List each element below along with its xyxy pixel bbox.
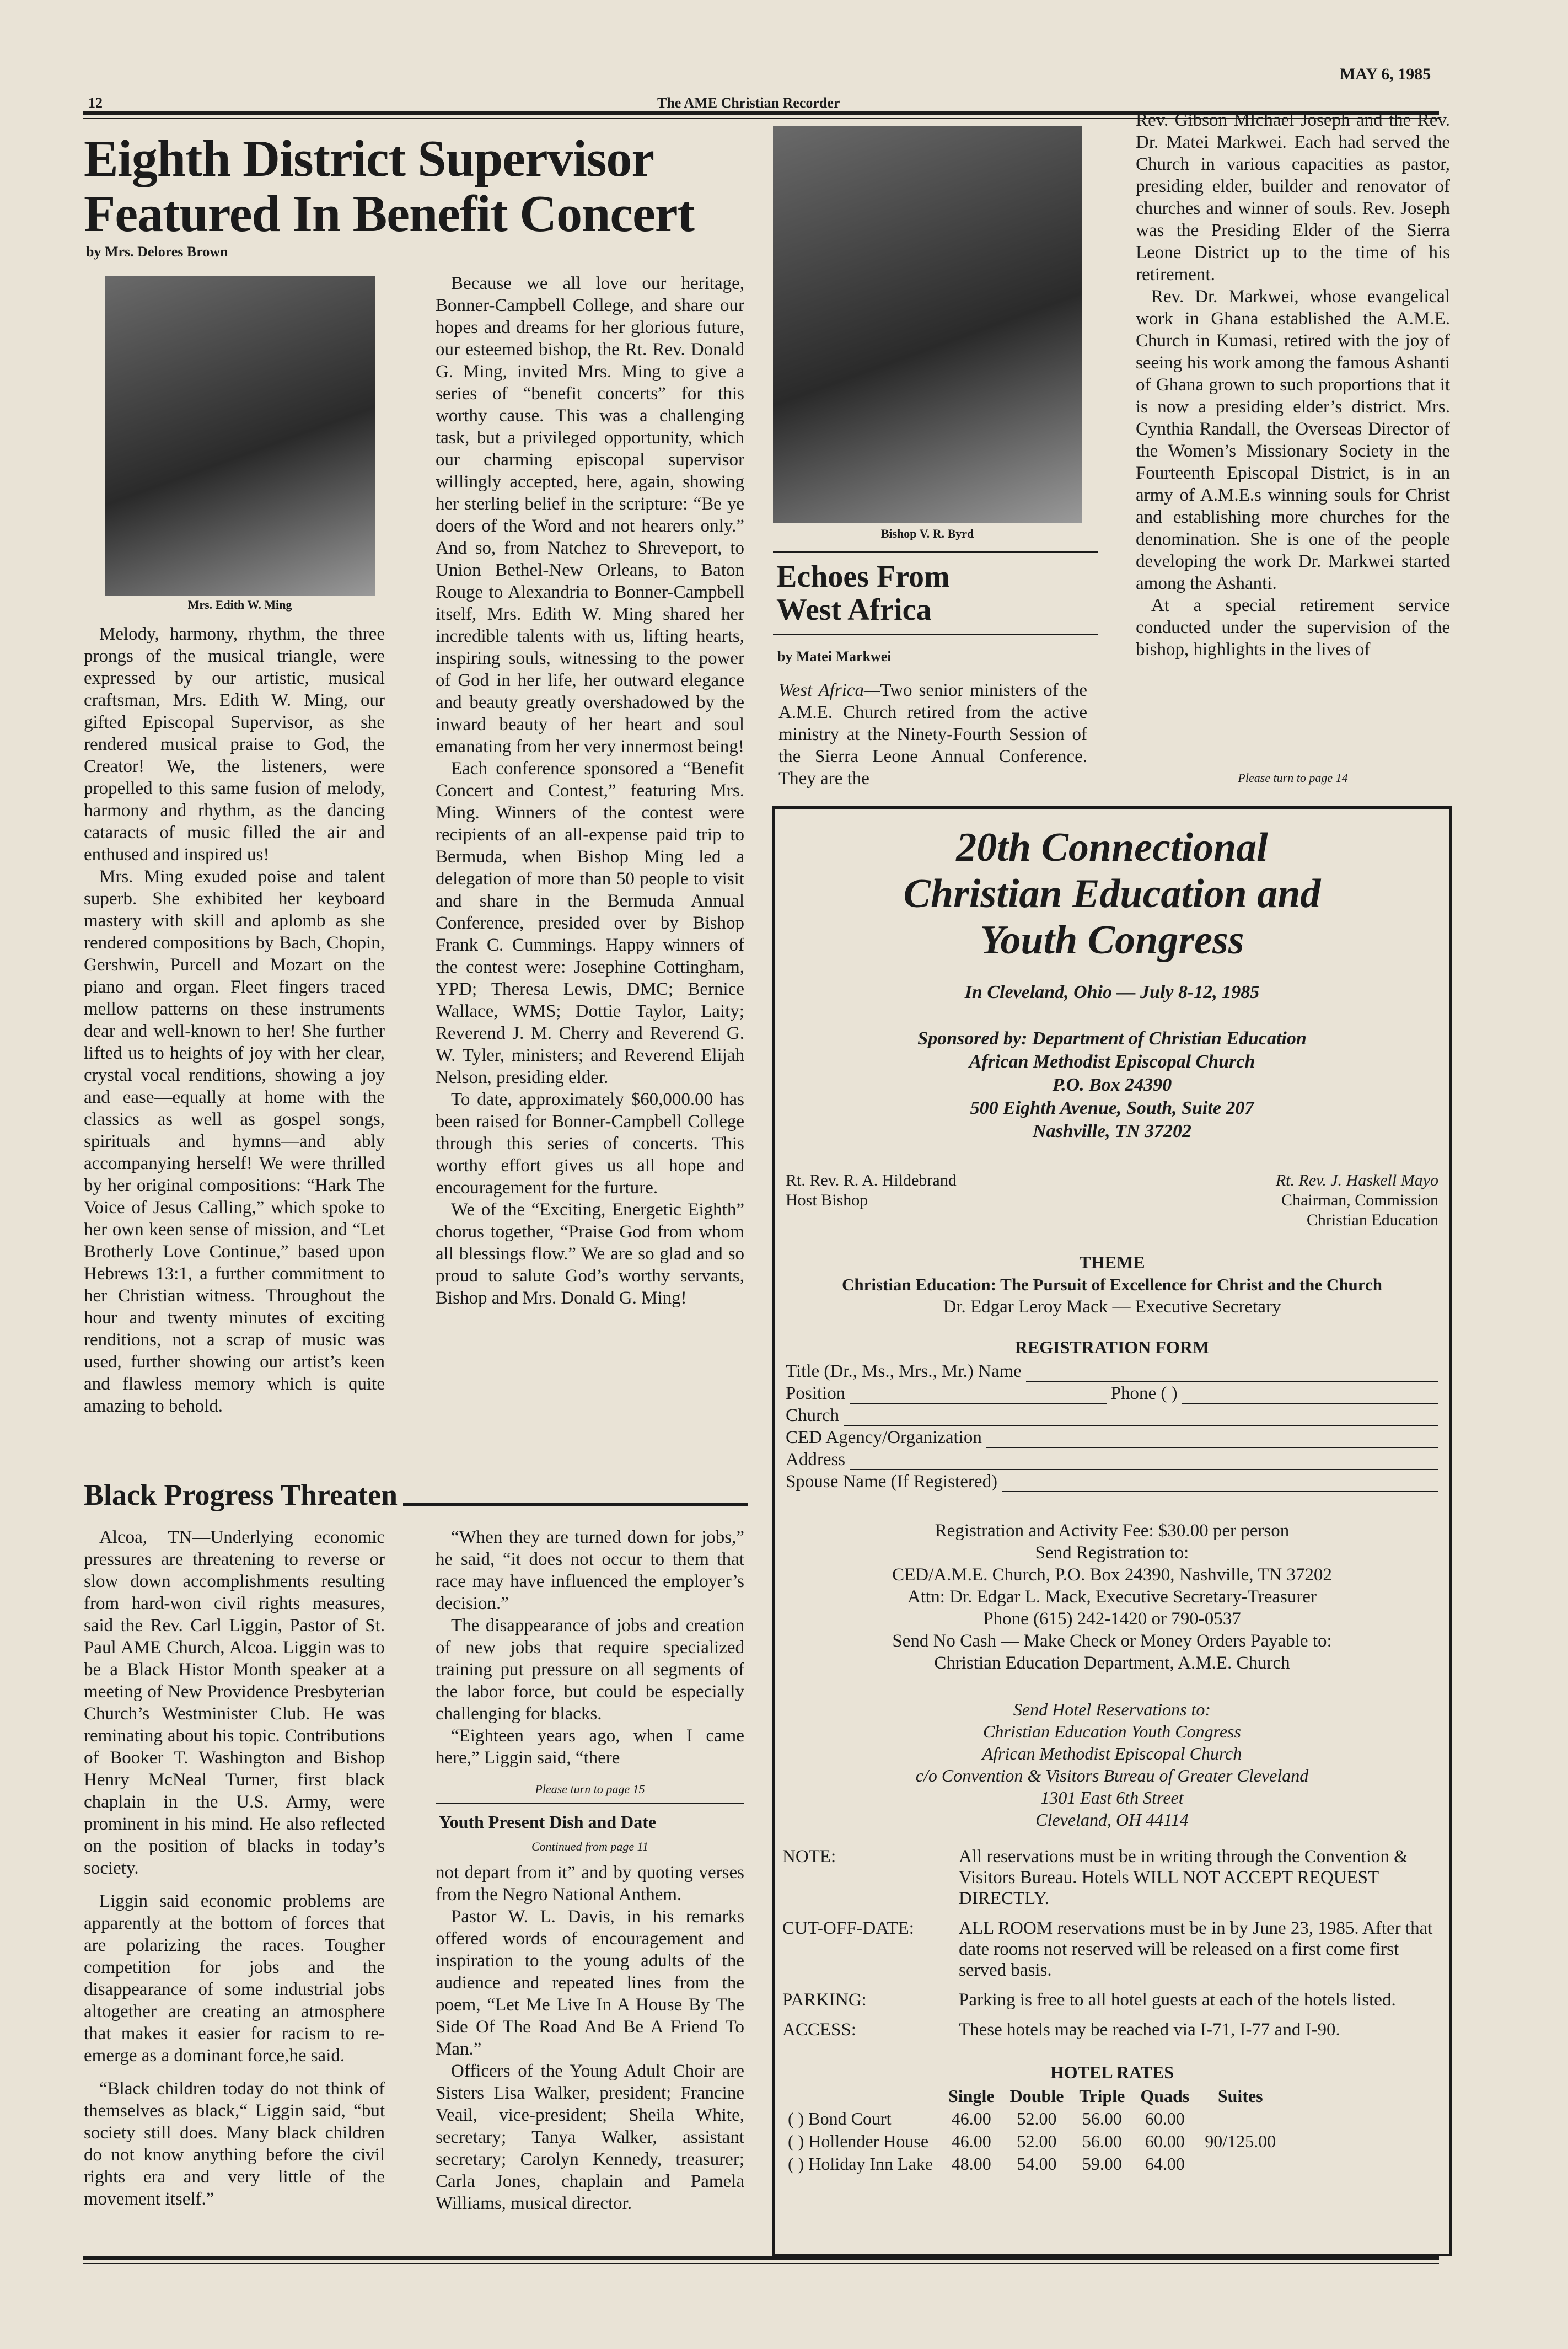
congress-title-line1: 20th Connectional bbox=[956, 825, 1268, 870]
black-progress-para: “When they are turned down for jobs,” he said, “it does not occur to them that race may have influenced the employer’s decision.” bbox=[436, 1527, 744, 1613]
black-progress-col1 bbox=[84, 1526, 385, 2210]
edith-ming-caption: Mrs. Edith W. Ming bbox=[187, 598, 292, 612]
rates-cell: 59.00 bbox=[1082, 2154, 1122, 2174]
sponsor-line: Nashville, TN 37202 bbox=[1032, 1121, 1192, 1141]
rates-cell bbox=[1197, 2153, 1284, 2175]
echoes-col1-text: Two senior ministers of the A.M.E. Church retired from the active ministry at the Ninety-Fourth Session of the Sierra Leone Annual Conference. They are the bbox=[778, 680, 1087, 789]
publication-name: The AME Christian Recorder bbox=[657, 95, 840, 111]
concert-col1-para: Melody, harmony, rhythm, the three prongs of the musical triangle, were expressed by our artistic, musical craftsman, Mrs. Edith W. Ming, our gifted Episcopal Supervisor, as she rendered musical praise to God, the Creator! We, the listeners, were propelled to this same fusion of melody, harmony and rhythm, as the dancing cataracts of music filled the air and enthused and inspired us! bbox=[84, 624, 385, 865]
registration-form-title: REGISTRATION FORM bbox=[1014, 1337, 1210, 1357]
echoes-col2 bbox=[1136, 109, 1450, 661]
rates-cell: 64.00 bbox=[1145, 2154, 1185, 2174]
note-row bbox=[782, 1846, 1438, 1909]
rates-header: Double bbox=[1009, 2086, 1064, 2106]
echoes-rule-bottom bbox=[773, 634, 1098, 635]
bishop-byrd-caption: Bishop V. R. Byrd bbox=[880, 527, 974, 540]
note-row bbox=[782, 1918, 1438, 1981]
footer-rule bbox=[83, 2256, 1439, 2260]
rates-header-row bbox=[780, 2085, 1284, 2107]
right-sig-title1: Chairman, Commission bbox=[1281, 1191, 1438, 1209]
form-label-position: Position bbox=[786, 1383, 846, 1403]
rates-cell: 60.00 bbox=[1145, 2131, 1185, 2151]
black-progress-para: Liggin said economic problems are apparently at the bottom of forces that are polarizing the races. Tougher competition for jobs and the disappearance of some industrial jobs altogether are creating an atmosphere that makes it easier for racism to re-emerge as a dominant force,he said. bbox=[84, 1891, 385, 2066]
form-label-church: Church bbox=[786, 1406, 840, 1425]
echoes-headline-line1: Echoes From bbox=[776, 560, 950, 594]
youth-para: Officers of the Young Adult Choir are Sisters Lisa Walker, president; Francine Veail, vice-president; Sheila White, secretary; Tanya Walker, assistant secretary; Carolyn Kennedy, treasurer; Carla Jones, chaplain and Pamela Williams, musical director. bbox=[436, 2061, 744, 2213]
theme-label: THEME bbox=[1079, 1252, 1145, 1272]
rates-hotel-name[interactable]: ( ) Hollender House bbox=[788, 2131, 929, 2151]
fee-line: Registration and Activity Fee: $30.00 per person bbox=[935, 1521, 1290, 1541]
sponsor-line: 500 Eighth Avenue, South, Suite 207 bbox=[970, 1098, 1254, 1118]
right-signature bbox=[1276, 1171, 1438, 1230]
black-progress-turn-note: Please turn to page 15 bbox=[535, 1782, 645, 1796]
rates-cell: 52.00 bbox=[1017, 2109, 1057, 2128]
rates-cell: 60.00 bbox=[1145, 2109, 1185, 2128]
rates-cell: 54.00 bbox=[1017, 2154, 1057, 2174]
concert-col2-para: We of the “Exciting, Energetic Eighth” chorus together, “Praise God from whom all blessings flow.” We are so glad and so proud to salute God’s worthy servants, Bishop and Mrs. Donald G. Ming! bbox=[436, 1200, 744, 1308]
concert-headline bbox=[84, 131, 767, 242]
concert-col2-para: To date, approximately $60,000.00 has been raised for Bonner-Campbell College through this series of concerts. This worthy effort gives us all hope and encouragement for the furture. bbox=[436, 1090, 744, 1198]
fee-line: Send Registration to: bbox=[1035, 1543, 1189, 1563]
left-sig-name: Rt. Rev. R. A. Hildebrand bbox=[786, 1171, 957, 1189]
bishop-byrd-photo bbox=[773, 126, 1082, 523]
hotel-notes bbox=[782, 1846, 1438, 2040]
concert-headline-line2: Featured In Benefit Concert bbox=[84, 185, 694, 243]
form-input-spouse[interactable] bbox=[1002, 1476, 1438, 1492]
form-label-spouse: Spouse Name (If Registered) bbox=[786, 1472, 997, 1492]
youth-rule bbox=[436, 1803, 744, 1804]
rates-header: Suites bbox=[1217, 2086, 1263, 2106]
form-input-church[interactable] bbox=[844, 1409, 1438, 1426]
congress-signatures bbox=[786, 1171, 1438, 1230]
congress-title bbox=[775, 824, 1449, 963]
rates-cell: 56.00 bbox=[1082, 2109, 1122, 2128]
black-progress-rule bbox=[403, 1503, 748, 1506]
registration-form bbox=[786, 1360, 1438, 1492]
hotel-reservation-info bbox=[775, 1698, 1449, 1831]
black-progress-para: Alcoa, TN—Underlying economic pressures are threatening to reverse or slow down accomplishments resulting from hard-won civil rights measures, said the Rev. Carl Liggin, Pastor of St. Paul AME Church, Alcoa. Liggin was to be a Black Histor Month speaker at a meeting of New Providence Presbyterian Church’s Westminister Club. He was reminating about his topic. Contributions of Booker T. Washington and Bishop Henry McNeal Turner, first black chaplain in the U.S. Army, were prominent in his mind. He also reflected on the position of blacks in today’s society. bbox=[84, 1527, 385, 1878]
rates-row bbox=[780, 2153, 1284, 2175]
black-progress-para: “Black children today do not think of themselves as black,“ Liggin said, “but society still does. Many black children do not know anything before the civil rights era and very little of the movement itself.” bbox=[84, 2079, 385, 2209]
edith-ming-photo bbox=[105, 276, 375, 596]
youth-headline: Youth Present Dish and Date bbox=[439, 1812, 657, 1832]
hotel-rates-title: HOTEL RATES bbox=[1050, 2062, 1174, 2082]
congress-title-line2: Christian Education and bbox=[903, 871, 1321, 916]
concert-byline: by Mrs. Delores Brown bbox=[86, 244, 228, 260]
congress-ad-box bbox=[772, 806, 1452, 2256]
note-row bbox=[782, 1989, 1438, 2010]
note-row bbox=[782, 2019, 1438, 2040]
youth-para: Pastor W. L. Davis, in his remarks offered words of encouragement and inspiration to the young adults of the audience and repeated lines from the poem, “Let Me Live In A House By The Side Of The Road And Be A Friend To Man.” bbox=[436, 1907, 744, 2059]
form-label-ced: CED Agency/Organization bbox=[786, 1428, 982, 1447]
hotel-line: 1301 East 6th Street bbox=[1040, 1788, 1184, 1808]
rates-cell: 48.00 bbox=[951, 2154, 991, 2174]
note-text: All reservations must be in writing through the Convention & Visitors Bureau. Hotels WILL NOT ACCEPT REQUEST DIRECTLY. bbox=[959, 1847, 1408, 1908]
congress-title-line3: Youth Congress bbox=[980, 918, 1244, 963]
echoes-headline bbox=[776, 560, 1102, 626]
note-text: Parking is free to all hotel guests at each of the hotels listed. bbox=[959, 1990, 1396, 2010]
echoes-col1 bbox=[778, 679, 1087, 790]
form-row-church bbox=[786, 1404, 1438, 1426]
concert-col1 bbox=[84, 623, 385, 1417]
form-label-phone: Phone ( ) bbox=[1110, 1383, 1178, 1403]
form-input-phone[interactable] bbox=[1182, 1387, 1438, 1404]
rates-cell: 46.00 bbox=[951, 2109, 991, 2128]
rates-header: Single bbox=[948, 2086, 995, 2106]
black-progress-header bbox=[84, 1478, 748, 1512]
rates-hotel-name[interactable]: ( ) Holiday Inn Lake bbox=[788, 2154, 933, 2174]
concert-col2-para: Each conference sponsored a “Benefit Concert and Contest,” featuring Mrs. Ming. Winners of the contest were recipients of an all-expense paid trip to Bermuda, when Bishop Ming led a delegation of more than 50 people to visit and share in the Bermuda Annual Conference, presided over by Bishop Frank C. Cummings. Happy winners of the contest were: Josephine Cottingham, YPD; Theresa Lewis, DMC; Bernice Wallace, WMS; Dottie Taylor, Laity; Reverend J. M. Cherry and Reverend G. W. Tyler, ministers; and Reverend Elijah Nelson, presiding elder. bbox=[436, 759, 744, 1087]
sponsor-line: African Methodist Episcopal Church bbox=[969, 1052, 1255, 1072]
youth-continued-note: Continued from page 11 bbox=[531, 1839, 649, 1853]
form-row-spouse bbox=[786, 1470, 1438, 1492]
fee-line: Christian Education Department, A.M.E. Church bbox=[934, 1653, 1290, 1673]
rates-cell: 46.00 bbox=[951, 2131, 991, 2151]
theme-person: Dr. Edgar Leroy Mack — Executive Secretary bbox=[943, 1297, 1281, 1317]
right-sig-title2: Christian Education bbox=[1306, 1211, 1438, 1229]
rates-row bbox=[780, 2107, 1284, 2130]
echoes-col2-para: Rev. Dr. Markwei, whose evangelical work in Ghana established the A.M.E. Church in Kumasi, retired with the joy of seeing his work among the famous Ashanti of Ghana grown to such proportions that it is now a presiding elder’s district. Mrs. Cynthia Randall, the Overseas Director of the Women’s Missionary Society in the Fourteenth Episcopal District, is in an army of A.M.E.s winning souls for Christ and establishing more churches for the denomination. She is one of the people developing the work Dr. Markwei started among the Ashanti. bbox=[1136, 287, 1450, 593]
congress-sponsor bbox=[775, 1027, 1449, 1143]
fee-line: Phone (615) 242-1420 or 790-0537 bbox=[983, 1609, 1241, 1629]
form-row-address bbox=[786, 1448, 1438, 1470]
form-input-position[interactable] bbox=[850, 1387, 1106, 1404]
echoes-col2-para: At a special retirement service conducted under the supervision of the bishop, highlights in the lives of bbox=[1136, 596, 1450, 659]
left-sig-title: Host Bishop bbox=[786, 1191, 868, 1209]
concert-col1-para: Mrs. Ming exuded poise and talent superb. She exhibited her keyboard mastery with skill and aplomb as she rendered compositions by Bach, Chopin, Gershwin, Purcell and Mozart on the piano and organ. Fleet fingers traced mellow patterns on these instruments dear and well-known to her! She further lifted us to heights of joy with her clear, crystal vocal renditions, showing a joy and ease—equally at home with the classics as well as gospel songs, spirituals and hymns—and ably accompanying herself! We were thrilled by her original compositions: “Hark The Voice of Jesus Calling,” which spoke to her own keen sense of mission, and “Let Brotherly Love Continue,” based upon Hebrews 13:1, a further commitment to her Christian witness. Throughout the hour and twenty minutes of exciting renditions, not a scrap of music was used, further showing our artist’s keen and flawless memory which is quite amazing to behold. bbox=[84, 867, 385, 1416]
concert-col2 bbox=[436, 272, 744, 1309]
rates-cell: 90/125.00 bbox=[1205, 2131, 1276, 2151]
congress-location: In Cleveland, Ohio — July 8-12, 1985 bbox=[964, 982, 1260, 1002]
issue-date: MAY 6, 1985 bbox=[1340, 65, 1431, 83]
form-label-address: Address bbox=[786, 1450, 846, 1470]
fee-line: Attn: Dr. Edgar L. Mack, Executive Secretary-Treasurer bbox=[907, 1587, 1317, 1607]
left-signature bbox=[786, 1171, 957, 1230]
concert-headline-line1: Eighth District Supervisor bbox=[84, 130, 654, 187]
youth-body bbox=[436, 1862, 744, 2214]
note-key: NOTE: bbox=[782, 1847, 836, 1867]
form-input-name[interactable] bbox=[1026, 1365, 1438, 1382]
fee-line: CED/A.M.E. Church, P.O. Box 24390, Nashville, TN 37202 bbox=[892, 1565, 1332, 1585]
rates-header bbox=[780, 2085, 941, 2107]
black-progress-para: The disappearance of jobs and creation of new jobs that require specialized training put pressure on all segments of the labor force, but could be especially challenging for blacks. bbox=[436, 1616, 744, 1724]
rates-header: Triple bbox=[1079, 2086, 1125, 2106]
hotel-rates-table bbox=[780, 2085, 1284, 2175]
page-number: 12 bbox=[88, 95, 103, 111]
note-key: ACCESS: bbox=[782, 2020, 856, 2040]
right-sig-name: Rt. Rev. J. Haskell Mayo bbox=[1275, 1171, 1438, 1189]
echoes-turn-note: Please turn to page 14 bbox=[1238, 771, 1348, 785]
form-input-address[interactable] bbox=[850, 1454, 1438, 1470]
youth-para: not depart from it” and by quoting verses from the Negro National Anthem. bbox=[436, 1863, 744, 1905]
echoes-rule-top bbox=[773, 551, 1098, 553]
echoes-col2-para: Rev. Gibson MIchael Joseph and the Rev. Dr. Matei Markwei. Each had served the Church in various capacities as pastor, presiding elder, builder and renovator of churches and winner of souls. Rev. Joseph was the Presiding Elder of the Sierra Leone District up to the time of his retirement. bbox=[1136, 110, 1450, 285]
rates-header: Quads bbox=[1140, 2086, 1190, 2106]
concert-col2-para: Because we all love our heritage, Bonner-Campbell College, and share our hopes and dreams for her glorious future, our esteemed bishop, the Rt. Rev. Donald G. Ming, invited Mrs. Ming to give a series of “benefit concerts” for this worthy cause. This was a challenging task, but a privileged opportunity, which our charming episcopal supervisor willingly accepted, here, again, showing her sterling belief in the scripture: “Be ye doers of the Word and not hearers only.” And so, from Natchez to Shreveport, to Union Bethel-New Orleans, to Baton Rouge to Alexandria to Bonner-Campbell itself, Mrs. Edith W. Ming shared her incredible talents with us, lifting hearts, inspiring souls, witnessing to the power of God in her life, her outward elegance and beauty greatly overshadowed by the inward beauty of her heart and soul emanating from her very innermost being! bbox=[436, 273, 744, 757]
rates-cell: 52.00 bbox=[1017, 2131, 1057, 2151]
black-progress-headline: Black Progress Threaten bbox=[84, 1478, 398, 1511]
form-label-name: Title (Dr., Ms., Mrs., Mr.) Name bbox=[786, 1361, 1022, 1381]
rates-cell bbox=[1197, 2107, 1284, 2130]
theme-text: Christian Education: The Pursuit of Excellence for Christ and the Church bbox=[842, 1275, 1382, 1294]
rates-hotel-name[interactable]: ( ) Bond Court bbox=[788, 2109, 892, 2128]
black-progress-para: “Eighteen years ago, when I came here,” Liggin said, “there bbox=[436, 1726, 744, 1768]
note-key: PARKING: bbox=[782, 1990, 867, 2010]
hotel-line: Send Hotel Reservations to: bbox=[1013, 1699, 1211, 1719]
registration-fee-info bbox=[775, 1520, 1449, 1674]
form-row-ced bbox=[786, 1426, 1438, 1448]
form-row-position bbox=[786, 1382, 1438, 1404]
hotel-line: African Methodist Episcopal Church bbox=[982, 1744, 1242, 1763]
fee-line: Send No Cash — Make Check or Money Orders Payable to: bbox=[892, 1631, 1332, 1651]
rates-row bbox=[780, 2130, 1284, 2153]
note-text: These hotels may be reached via I-71, I-77 and I-90. bbox=[959, 2020, 1340, 2040]
echoes-headline-line2: West Africa bbox=[776, 593, 932, 627]
note-key: CUT-OFF-DATE: bbox=[782, 1918, 914, 1938]
note-text: ALL ROOM reservations must be in by June 23, 1985. After that date rooms not reserved will be released on a first come first served basis. bbox=[959, 1918, 1433, 1980]
echoes-byline: by Matei Markwei bbox=[777, 648, 892, 664]
hotel-line: Cleveland, OH 44114 bbox=[1035, 1810, 1189, 1830]
sponsor-line: P.O. Box 24390 bbox=[1052, 1075, 1172, 1095]
rates-cell: 56.00 bbox=[1082, 2131, 1122, 2151]
black-progress-col2 bbox=[436, 1526, 744, 1769]
hotel-line: Christian Education Youth Congress bbox=[983, 1721, 1241, 1741]
hotel-line: c/o Convention & Visitors Bureau of Greater Cleveland bbox=[915, 1766, 1309, 1785]
sponsor-line: Sponsored by: Department of Christian Education bbox=[917, 1028, 1307, 1049]
footer-rule-thin bbox=[83, 2263, 1439, 2264]
echoes-dateline: West Africa— bbox=[778, 680, 880, 700]
form-input-ced[interactable] bbox=[986, 1431, 1438, 1448]
form-row-name bbox=[786, 1360, 1438, 1382]
